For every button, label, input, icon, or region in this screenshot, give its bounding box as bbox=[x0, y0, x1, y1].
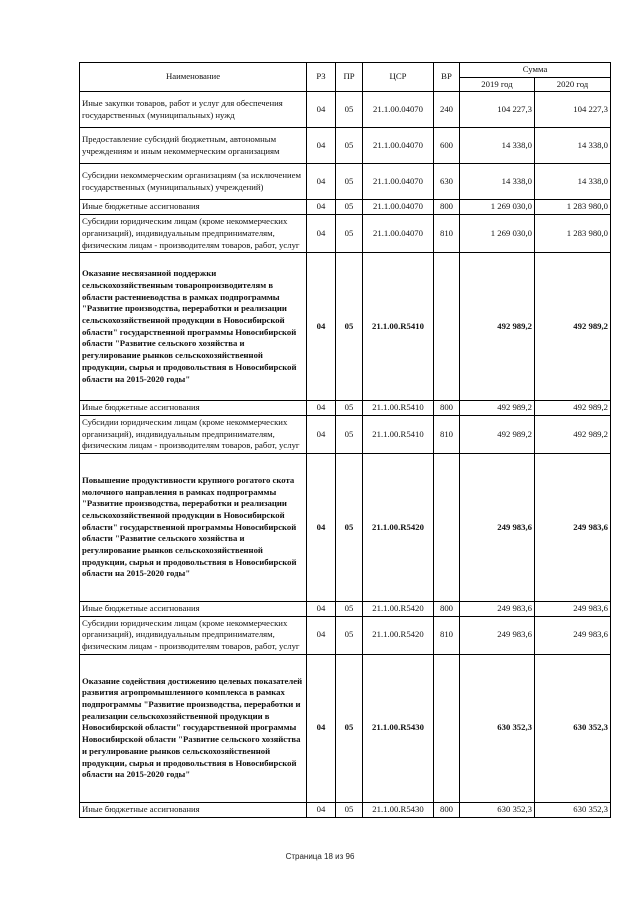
row-vr: 240 bbox=[434, 92, 460, 128]
row-pr: 05 bbox=[336, 253, 363, 401]
row-csr: 21.1.00.R5430 bbox=[363, 802, 434, 817]
table-row bbox=[80, 92, 611, 128]
row-csr: 21.1.00.04070 bbox=[363, 92, 434, 128]
row-name: Иные бюджетные ассигнования bbox=[80, 401, 307, 416]
row-csr: 21.1.00.R5410 bbox=[363, 401, 434, 416]
row-name: Субсидии юридическим лицам (кроме некоммерческих организаций), индивидуальным предпринимателям, физическим лицам - производителям товаров, работ, услуг bbox=[80, 616, 307, 654]
row-name: Иные бюджетные ассигнования bbox=[80, 802, 307, 817]
row-rz: 04 bbox=[307, 602, 336, 617]
row-vr: 600 bbox=[434, 128, 460, 164]
row-vr: 800 bbox=[434, 602, 460, 617]
row-rz: 04 bbox=[307, 415, 336, 453]
row-pr: 05 bbox=[336, 200, 363, 215]
row-rz: 04 bbox=[307, 253, 336, 401]
row-vr bbox=[434, 654, 460, 802]
row-amount-2019: 14 338,0 bbox=[460, 164, 535, 200]
row-csr: 21.1.00.R5420 bbox=[363, 616, 434, 654]
row-rz: 04 bbox=[307, 128, 336, 164]
table-body bbox=[80, 92, 611, 817]
row-name: Субсидии юридическим лицам (кроме некоммерческих организаций), индивидуальным предпринимателям, физическим лицам - производителям товаров, работ, услуг bbox=[80, 415, 307, 453]
page-footer: Страница 18 из 96 bbox=[285, 852, 355, 861]
row-amount-2019: 492 989,2 bbox=[460, 253, 535, 401]
row-csr: 21.1.00.R5430 bbox=[363, 654, 434, 802]
row-pr: 05 bbox=[336, 602, 363, 617]
header-year-2020: 2020 год bbox=[535, 77, 611, 92]
row-amount-2020: 492 989,2 bbox=[535, 401, 611, 416]
row-rz: 04 bbox=[307, 454, 336, 602]
header-year-2019: 2019 год bbox=[460, 77, 535, 92]
row-name: Предоставление субсидий бюджетным, автономным учреждениям и иным некоммерческим организациям bbox=[80, 128, 307, 164]
row-name: Иные бюджетные ассигнования bbox=[80, 200, 307, 215]
row-vr: 800 bbox=[434, 401, 460, 416]
row-name: Оказание содействия достижению целевых показателей развития агропромышленного комплекса в рамках подпрограммы "Развитие производства, переработки и реализации сельскохозяйственной продукции в Новосибирской области" государственной программы Новосибирской области "Развитие сельского хозяйства и регулирование рынков сельскохозяйственной продукции, сырья и продовольствия в Новосибирской области на 2015-2020 годы" bbox=[80, 654, 307, 802]
row-amount-2020: 630 352,3 bbox=[535, 802, 611, 817]
row-csr: 21.1.00.04070 bbox=[363, 200, 434, 215]
row-amount-2020: 1 283 980,0 bbox=[535, 215, 611, 253]
table-row bbox=[80, 215, 611, 253]
budget-table bbox=[79, 62, 611, 818]
row-csr: 21.1.00.04070 bbox=[363, 128, 434, 164]
row-amount-2020: 492 989,2 bbox=[535, 253, 611, 401]
row-rz: 04 bbox=[307, 616, 336, 654]
table-row bbox=[80, 602, 611, 617]
row-rz: 04 bbox=[307, 200, 336, 215]
row-amount-2020: 249 983,6 bbox=[535, 602, 611, 617]
row-amount-2020: 249 983,6 bbox=[535, 454, 611, 602]
row-csr: 21.1.00.R5410 bbox=[363, 253, 434, 401]
header-name: Наименование bbox=[80, 63, 307, 92]
table-row bbox=[80, 654, 611, 802]
row-amount-2020: 1 283 980,0 bbox=[535, 200, 611, 215]
header-sum: Сумма bbox=[460, 63, 611, 78]
row-amount-2019: 1 269 030,0 bbox=[460, 215, 535, 253]
row-vr bbox=[434, 253, 460, 401]
table-row bbox=[80, 200, 611, 215]
row-rz: 04 bbox=[307, 164, 336, 200]
row-vr bbox=[434, 454, 460, 602]
header-rz: РЗ bbox=[307, 63, 336, 92]
row-amount-2019: 249 983,6 bbox=[460, 602, 535, 617]
row-pr: 05 bbox=[336, 215, 363, 253]
row-name: Субсидии юридическим лицам (кроме некоммерческих организаций), индивидуальным предпринимателям, физическим лицам - производителям товаров, работ, услуг bbox=[80, 215, 307, 253]
table-row bbox=[80, 253, 611, 401]
row-csr: 21.1.00.R5410 bbox=[363, 415, 434, 453]
table-row bbox=[80, 802, 611, 817]
table-row bbox=[80, 616, 611, 654]
header-vr: ВР bbox=[434, 63, 460, 92]
row-rz: 04 bbox=[307, 654, 336, 802]
row-amount-2019: 1 269 030,0 bbox=[460, 200, 535, 215]
header-pr: ПР bbox=[336, 63, 363, 92]
row-csr: 21.1.00.04070 bbox=[363, 164, 434, 200]
row-vr: 810 bbox=[434, 215, 460, 253]
row-vr: 800 bbox=[434, 802, 460, 817]
row-pr: 05 bbox=[336, 164, 363, 200]
row-amount-2020: 492 989,2 bbox=[535, 415, 611, 453]
row-vr: 810 bbox=[434, 415, 460, 453]
row-pr: 05 bbox=[336, 616, 363, 654]
row-pr: 05 bbox=[336, 92, 363, 128]
table-row bbox=[80, 454, 611, 602]
row-vr: 630 bbox=[434, 164, 460, 200]
row-amount-2020: 14 338,0 bbox=[535, 128, 611, 164]
row-amount-2020: 104 227,3 bbox=[535, 92, 611, 128]
row-amount-2019: 14 338,0 bbox=[460, 128, 535, 164]
row-amount-2019: 630 352,3 bbox=[460, 802, 535, 817]
row-vr: 810 bbox=[434, 616, 460, 654]
table-row bbox=[80, 128, 611, 164]
row-amount-2020: 14 338,0 bbox=[535, 164, 611, 200]
row-amount-2019: 104 227,3 bbox=[460, 92, 535, 128]
row-pr: 05 bbox=[336, 654, 363, 802]
row-csr: 21.1.00.04070 bbox=[363, 215, 434, 253]
row-amount-2019: 249 983,6 bbox=[460, 454, 535, 602]
row-name: Оказание несвязанной поддержки сельскохозяйственным товаропроизводителям в области растениеводства в рамках подпрограммы "Развитие производства, переработки и реализации сельскохозяйственной продукции в Новосибирской области" государственной программы Новосибирской области "Развитие сельского хозяйства и регулирование рынков сельскохозяйственной продукции, сырья и продовольствия в Новосибирской области на 2015-2020 годы" bbox=[80, 253, 307, 401]
row-rz: 04 bbox=[307, 802, 336, 817]
row-pr: 05 bbox=[336, 454, 363, 602]
row-rz: 04 bbox=[307, 92, 336, 128]
row-pr: 05 bbox=[336, 128, 363, 164]
row-csr: 21.1.00.R5420 bbox=[363, 602, 434, 617]
row-amount-2019: 249 983,6 bbox=[460, 616, 535, 654]
row-rz: 04 bbox=[307, 215, 336, 253]
table-row bbox=[80, 401, 611, 416]
row-name: Субсидии некоммерческим организациям (за исключением государственных (муниципальных) учреждений) bbox=[80, 164, 307, 200]
row-amount-2019: 492 989,2 bbox=[460, 415, 535, 453]
row-pr: 05 bbox=[336, 415, 363, 453]
row-pr: 05 bbox=[336, 802, 363, 817]
header-csr: ЦСР bbox=[363, 63, 434, 92]
row-csr: 21.1.00.R5420 bbox=[363, 454, 434, 602]
row-name: Повышение продуктивности крупного рогатого скота молочного направления в рамках подпрограммы "Развитие производства, переработки и реализации сельскохозяйственной продукции в Новосибирской области" государственной программы Новосибирской области "Развитие сельского хозяйства и регулирование рынков сельскохозяйственной продукции, сырья и продовольствия в Новосибирской области на 2015-2020 годы" bbox=[80, 454, 307, 602]
row-pr: 05 bbox=[336, 401, 363, 416]
table-row bbox=[80, 164, 611, 200]
row-amount-2019: 492 989,2 bbox=[460, 401, 535, 416]
row-name: Иные бюджетные ассигнования bbox=[80, 602, 307, 617]
row-rz: 04 bbox=[307, 401, 336, 416]
row-name: Иные закупки товаров, работ и услуг для обеспечения государственных (муниципальных) нужд bbox=[80, 92, 307, 128]
row-amount-2020: 630 352,3 bbox=[535, 654, 611, 802]
row-amount-2020: 249 983,6 bbox=[535, 616, 611, 654]
table-header bbox=[80, 63, 611, 92]
row-vr: 800 bbox=[434, 200, 460, 215]
table-row bbox=[80, 415, 611, 453]
row-amount-2019: 630 352,3 bbox=[460, 654, 535, 802]
